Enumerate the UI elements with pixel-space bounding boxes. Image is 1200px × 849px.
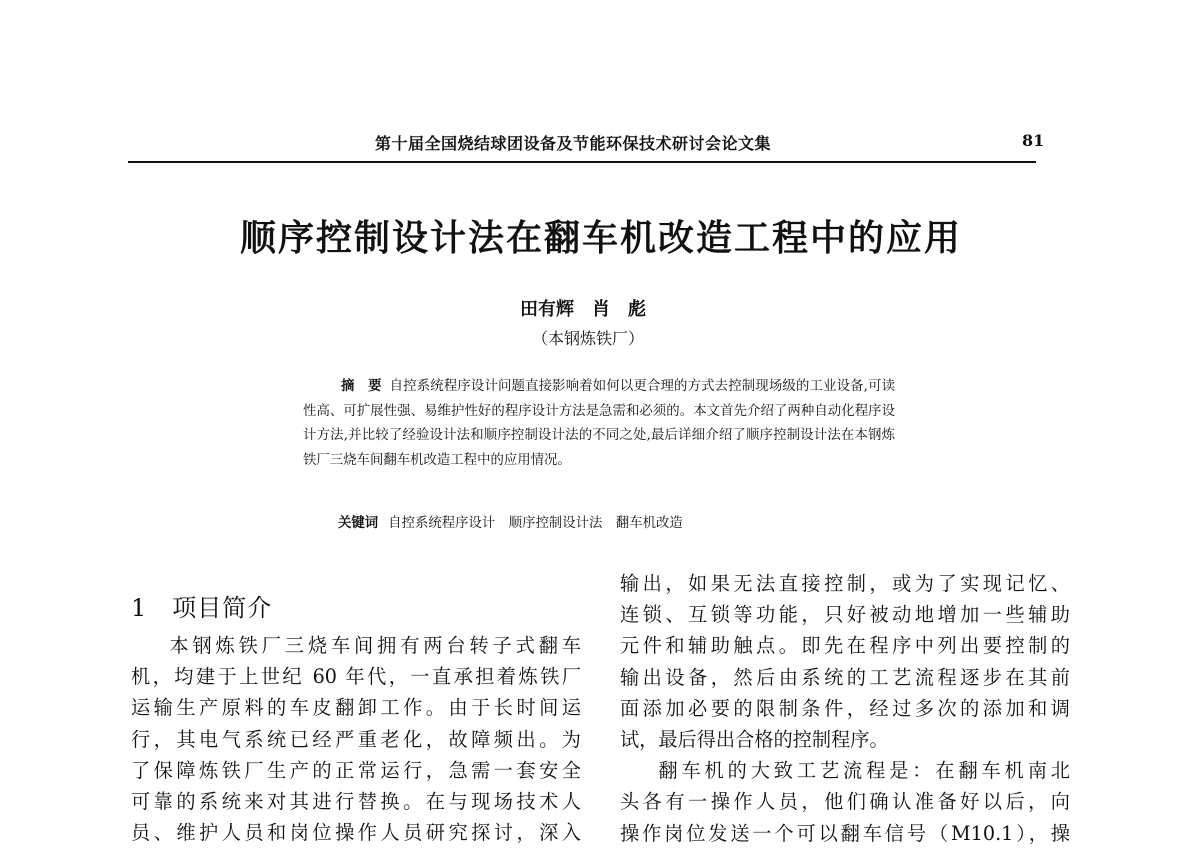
body-line: 行，其电气系统已经严重老化，故障频出。为 — [131, 727, 581, 751]
body-line: 了保障炼铁厂生产的正常运行，急需一套安全 — [131, 758, 581, 782]
page-number: 81 — [1022, 131, 1045, 150]
body-line: 可靠的系统来对其进行替换。在与现场技术人 — [131, 790, 581, 814]
body-line: 头各有一操作人员，他们确认准备好以后，向 — [620, 790, 1070, 814]
keywords-block — [338, 512, 683, 531]
abstract-label: 摘 要 — [341, 379, 382, 394]
right-column — [620, 568, 1070, 849]
body-line: 面添加必要的限制条件，经过多次的添加和调 — [620, 696, 1070, 720]
section-heading: 1 项目简介 — [131, 594, 273, 622]
paper-title: 顺序控制设计法在翻车机改造工程中的应用 — [239, 218, 962, 259]
paper-affiliation: （本钢炼铁厂） — [532, 329, 645, 348]
keywords-label: 关键词 — [338, 516, 379, 531]
body-line: 翻车机的大致工艺流程是：在翻车机南北 — [658, 759, 1070, 783]
body-line: 试，最后得出合格的控制程序。 — [620, 728, 889, 752]
body-line: 本钢炼铁厂三烧车间拥有两台转子式翻车 — [169, 634, 581, 657]
body-line: 元件和辅助触点。即先在程序中列出要控制的 — [620, 634, 1070, 658]
keywords-text: 自控系统程序设计 顺序控制设计法 翻车机改造 — [388, 516, 683, 531]
body-line: 员、维护人员和岗位操作人员研究探讨，深入 — [131, 821, 581, 845]
paper-authors: 田有辉 肖 彪 — [520, 299, 646, 320]
header-rule — [128, 161, 1036, 163]
body-line: 连锁、互锁等功能，只好被动地增加一些辅助 — [620, 603, 1070, 627]
body-line: 输出，如果无法直接控制，或为了实现记忆、 — [620, 572, 1070, 595]
left-column — [131, 630, 581, 848]
body-line: 输出设备，然后由系统的工艺流程逐步在其前 — [620, 665, 1070, 689]
body-line: 运输生产原料的车皮翻卸工作。由于长时间运 — [131, 696, 581, 720]
running-header: 第十届全国烧结球团设备及节能环保技术研讨会论文集 — [375, 134, 772, 153]
abstract-text: 自控系统程序设计问题直接影响着如何以更合理的方式去控制现场级的工业设备,可读性高、可扩展性强、易维护性好的程序设计方法是急需和必须的。本文首先介绍了两种自动化程序设计方法,并比较了经验设计法和顺序控制设计法的不同之处,最后详细介绍了顺序控制设计法在本钢炼铁厂三烧车间翻车机改造工程中的应用情况。 — [303, 379, 895, 468]
body-line: 操作岗位发送一个可以翻车信号（M10.1），操 — [620, 821, 1070, 845]
body-line: 机，均建于上世纪 60 年代，一直承担着炼铁厂 — [131, 665, 581, 689]
abstract-block — [303, 375, 895, 473]
